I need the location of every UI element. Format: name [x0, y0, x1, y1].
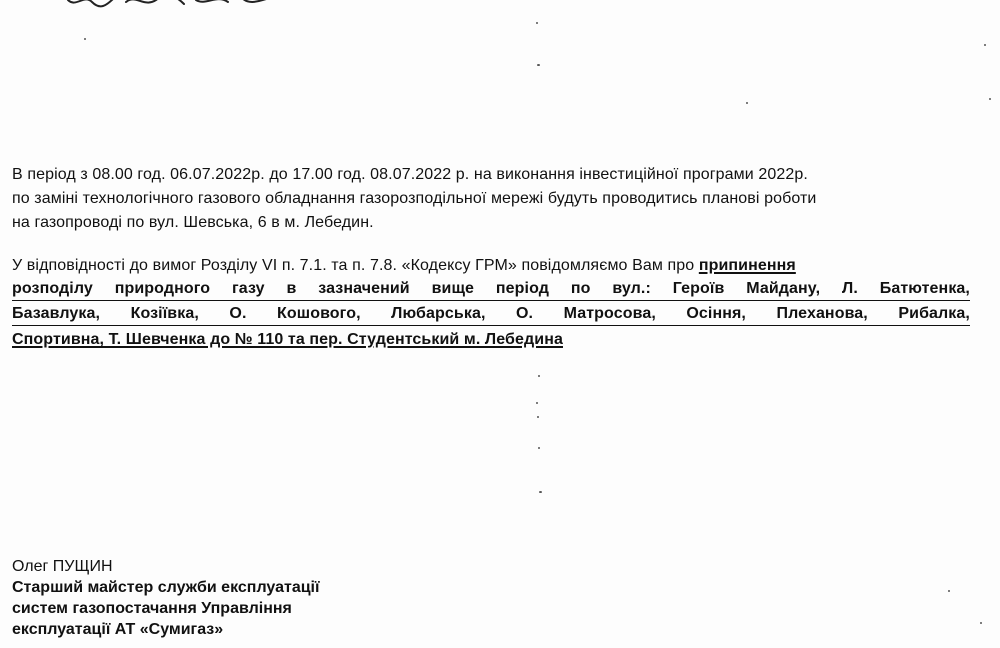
notice-paragraph-gas-stop [12, 254, 970, 352]
scan-speck [537, 416, 539, 418]
word: вул.: [612, 280, 651, 297]
word: Любарська, [391, 305, 486, 322]
word: по [570, 280, 591, 297]
word: Кошового, [277, 305, 361, 322]
scan-speck [980, 622, 982, 624]
word: Осіння, [686, 305, 746, 322]
signature-block [12, 556, 320, 640]
signatory-position-line-1: Старший майстер служби експлуатації [12, 579, 320, 596]
word: в [286, 280, 297, 297]
gas-stop-emphasis-start: припинення [698, 257, 796, 274]
gas-stop-intro-text: У відповідності до вимог Розділу VI п. 7.1. та п. 7.8. «Кодексу ГРМ» повідомляємо Вам про [12, 257, 699, 274]
signatory-position-line-3: експлуатації АТ «Сумигаз» [12, 621, 224, 638]
word: природного [114, 280, 211, 297]
period-text-line-1: В період з 08.00 год. 06.07.2022р. до 17.00 год. 08.07.2022 р. на виконання інвестиційної програми 2022р. [12, 166, 808, 183]
scan-speck [746, 102, 748, 104]
word: Козіївка, [130, 305, 199, 322]
period-text-line-3: на газопроводі по вул. Шевська, 6 в м. Лебедин. [12, 214, 374, 231]
word: вище [431, 280, 475, 297]
scan-speck [989, 98, 991, 100]
gas-stop-line-1 [12, 254, 970, 278]
word: зазначений [318, 280, 410, 297]
word: О. [229, 305, 247, 322]
word: Рибалка, [898, 305, 970, 322]
word: Майдану, [746, 280, 821, 297]
word: Л. [842, 280, 858, 297]
scan-speck [536, 22, 538, 24]
word: розподілу [12, 280, 93, 297]
word: газу [232, 280, 265, 297]
gas-stop-line-4: Спортивна, Т. Шевченка до № 110 та пер. Студентський м. Лебедина [12, 331, 563, 348]
word: Батютенка, [879, 280, 970, 297]
scan-speck [948, 590, 950, 592]
word: Плеханова, [776, 305, 868, 322]
scan-speck [984, 44, 986, 46]
notice-paragraph-period [12, 163, 970, 235]
word: О. [516, 305, 534, 322]
scan-speck [84, 38, 86, 40]
signatory-name: Олег ПУЩИН [12, 558, 113, 575]
gas-stop-line-3 [12, 303, 970, 326]
scan-speck [538, 447, 540, 449]
gas-stop-line-2 [12, 278, 970, 301]
handwritten-scribble [66, 0, 286, 12]
scan-speck [538, 375, 540, 377]
word: Матросова, [563, 305, 656, 322]
scan-speck [536, 402, 538, 404]
word: Базавлука, [12, 305, 101, 322]
signatory-position-line-2: систем газопостачання Управління [12, 600, 292, 617]
scan-speck [539, 491, 542, 493]
period-text-line-2: по заміні технологічного газового обладнання газорозподільної мережі будуть проводитись планові роботи [12, 190, 817, 207]
word: Героїв [672, 280, 725, 297]
word: період [495, 280, 550, 297]
scan-speck [537, 64, 540, 66]
